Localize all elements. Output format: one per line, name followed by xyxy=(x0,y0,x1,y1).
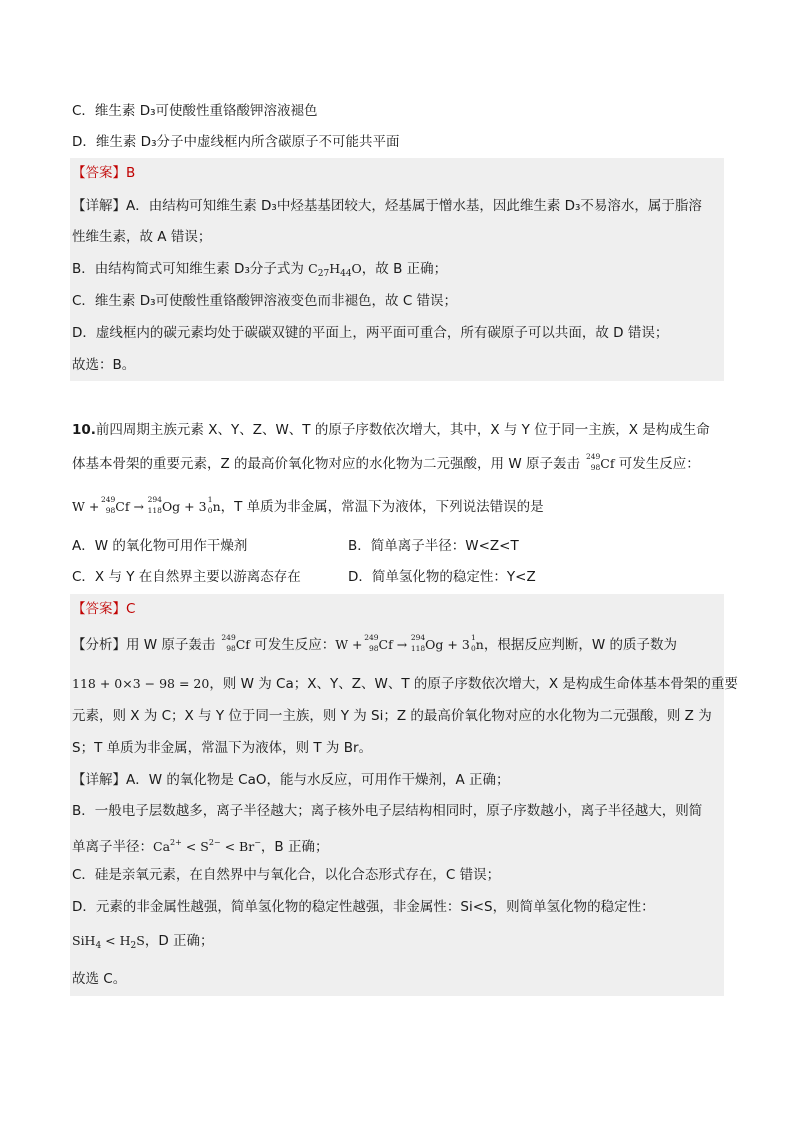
q9-detail-line-4: C．维生素 D₃可使酸性重铬酸钾溶液变色而非褪色，故 C 错误； xyxy=(72,293,458,309)
answer-label: 【答案】 xyxy=(72,601,126,617)
q10-option-a: A．W 的氧化物可用作干燥剂 xyxy=(72,538,248,554)
q10-stem-line-1 xyxy=(72,420,710,440)
text: 前四周期主族元素 X、Y、Z、W、T 的原子序数依次增大，其中，X 与 Y 位于同一主族，X 是构成生命 xyxy=(95,422,710,438)
nuclear-reaction: W + 249 98 Cf → 294 118 Og + 3 1 0 n xyxy=(72,495,221,515)
text: 体基本骨架的重要元素，Z 的最高价氧化物对应的水化物为二元强酸，用 W 原子轰击 xyxy=(72,456,580,472)
q10-analysis-line-2 xyxy=(72,674,738,694)
question-number: 10. xyxy=(72,422,96,438)
q10-detail-line-1: 【详解】A．W 的氧化物是 CaO，能与水反应，可用作干燥剂，A 正确； xyxy=(72,772,510,788)
q10-detail-line-6 xyxy=(72,931,214,956)
nuclide-cf: 249 98 Cf xyxy=(585,452,615,472)
text: ，根据反应判断，W 的质子数为 xyxy=(483,637,677,653)
molecular-formula: $C_{27}H_{44}O$ xyxy=(308,261,362,279)
text: ，则 W 为 Ca；X、Y、Z、W、T 的原子序数依次增大，X 是构成生命体基本骨架的重要 xyxy=(209,676,738,692)
answer-value: B xyxy=(126,165,136,181)
q9-detail-line-3 xyxy=(72,259,447,284)
answer-label: 【答案】 xyxy=(72,165,126,181)
text: ，T 单质为非金属，常温下为液体，下列说法错误的是 xyxy=(220,499,544,515)
q9-answer xyxy=(72,163,135,183)
hydride-stability-order: $SiH_4 < H_2S$ xyxy=(72,933,145,951)
nuclide-cf: 249 98 Cf xyxy=(221,633,250,653)
text: ，故 B 正确； xyxy=(361,261,448,277)
q10-stem-line-2 xyxy=(72,454,700,474)
q10-detail-line-2: B．一般电子层数越多，离子半径越大；离子核外电子层结构相同时，原子序数越小，离子半径越大，则简 xyxy=(72,803,703,819)
text: ，B 正确； xyxy=(260,839,329,855)
text: 单离子半径： xyxy=(72,839,153,855)
text: 【分析】用 W 原子轰击 xyxy=(72,637,216,653)
q9-detail-line-1: 【详解】A．由结构可知维生素 D₃中烃基基团较大，烃基属于憎水基，因此维生素 D₃不易溶水，属于脂溶 xyxy=(72,198,702,214)
answer-value: C xyxy=(126,601,136,617)
q9-option-d: D．维生素 D₃分子中虚线框内所含碳原子不可能共平面 xyxy=(72,134,400,150)
q10-analysis-line-4: S；T 单质为非金属，常温下为液体，则 T 为 Br。 xyxy=(72,740,373,756)
q9-detail-line-6: 故选：B。 xyxy=(72,357,136,373)
text: B．由结构简式可知维生素 D₃分子式为 xyxy=(72,261,309,277)
q9-option-c: C．维生素 D₃可使酸性重铬酸钾溶液褪色 xyxy=(72,103,318,119)
text: ，D 正确； xyxy=(144,933,214,949)
q10-analysis-line-1 xyxy=(72,635,677,655)
q10-option-d: D．简单氢化物的稳定性：Y<Z xyxy=(348,569,536,585)
q9-detail-line-5: D．虚线框内的碳元素均处于碳碳双键的平面上，两平面可重合，所有碳原子可以共面，故 D 错误； xyxy=(72,325,669,341)
q10-option-c: C．X 与 Y 在自然界主要以游离态存在 xyxy=(72,569,301,585)
q10-option-b: B．简单离子半径：W<Z<T xyxy=(348,538,519,554)
text: 可发生反应： xyxy=(254,637,336,653)
q10-stem-line-3 xyxy=(72,497,544,517)
q10-detail-line-7: 故选 C。 xyxy=(72,971,127,987)
q10-detail-line-5: D．元素的非金属性越强，简单氢化物的稳定性越强，非金属性：Si<S，则简单氢化物的稳定性： xyxy=(72,899,655,915)
ion-radius-order: $Ca^{2+} < S^{2-} < Br^-$ xyxy=(153,838,261,854)
q10-analysis-line-3: 元素，则 X 为 C；X 与 Y 位于同一主族，则 Y 为 Si；Z 的最高价氧化物对应的水化物为二元强酸，则 Z 为 xyxy=(72,708,712,724)
q10-answer xyxy=(72,599,135,619)
q10-detail-line-3 xyxy=(72,833,328,857)
q10-detail-line-4: C．硅是亲氧元素，在自然界中与氧化合，以化合态形式存在，C 错误； xyxy=(72,867,501,883)
nuclear-reaction: W + 249 98 Cf → 294 118 Og + 3 1 0 n xyxy=(335,633,484,653)
q9-detail-line-2: 性维生素，故 A 错误； xyxy=(72,229,212,245)
proton-calc: 118 + 0×3 − 98 = 20 xyxy=(72,676,210,691)
text: 可发生反应： xyxy=(618,456,700,472)
